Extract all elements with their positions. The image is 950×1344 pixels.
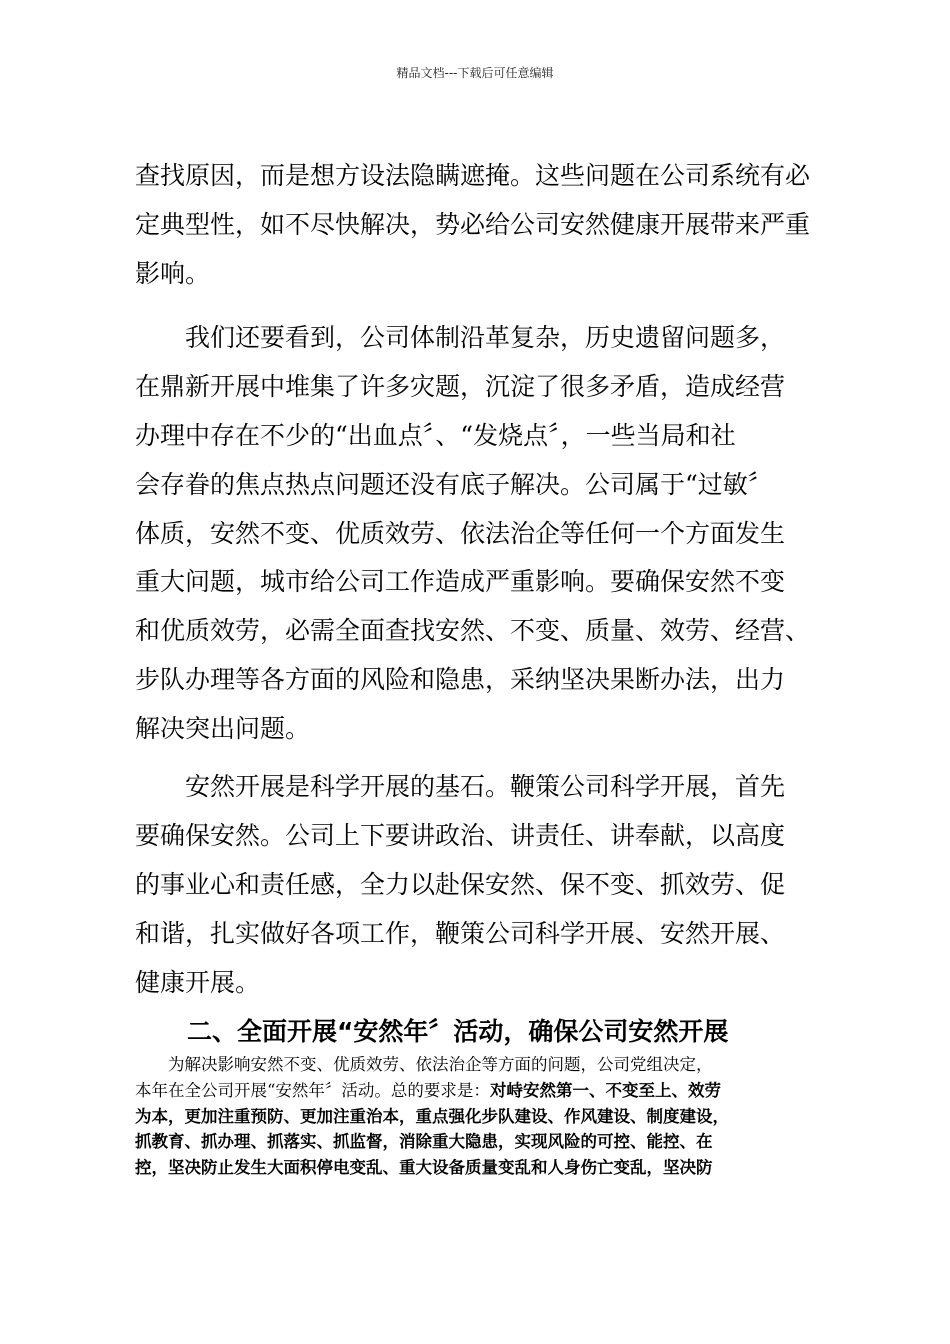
paragraph-line: 体质，安然不变、优质效劳、依法治企等任何一个方面发生 [135, 518, 786, 548]
paragraph-line: 查找原因，而是想方设法隐瞒遮掩。这些问题在公司系统有必 [135, 161, 811, 190]
bold-text: 控，坚决防止发生大面积停电变乱、重大设备质量变乱和人身伤亡变乱，坚决防 [135, 1158, 713, 1178]
paragraph-line: 影响。 [135, 258, 211, 288]
paragraph-line: 办理中存在不少的“出血点〞、“发烧点〞，一些当局和社 [135, 420, 736, 450]
section-heading: 二、全面开展“安然年〞活动，确保公司安然开展 [187, 1017, 729, 1046]
bold-text: 对峙安然第一、不变至上、效劳 [489, 1080, 721, 1100]
bold-text: 为本，更加注重预防、更加注重治本，重点强化步队建设、作风建设、制度建设， [135, 1106, 729, 1126]
paragraph-line: 重大问题，城市给公司工作造成严重影响。要确保安然不变 [135, 567, 786, 597]
paragraph-line: 和优质效劳，必需全面查找安然、不变、质量、效劳、经营、 [135, 616, 811, 646]
paragraph-line: 步队办理等各方面的风险和隐患，采纳坚决果断办法，出力 [135, 665, 786, 695]
paragraph-line: 在鼎新开展中堆集了许多灾题，沉淀了很多矛盾，造成经营 [135, 371, 786, 401]
paragraph-line-bold [135, 1129, 825, 1155]
bold-text: 抓教育、抓办理、抓落实、抓监督，消除重大隐患，实现风险的可控、能控、在 [135, 1132, 713, 1152]
paragraph-4 [135, 1052, 825, 1181]
paragraph-line: 定典型性，如不尽快解决，势必给公司安然健康开展带来严重 [135, 209, 811, 239]
paragraph-line: 为解决影响安然不变、优质效劳、依法治企等方面的问题，公司党组决定， [135, 1055, 713, 1074]
paragraph-line-bold [135, 1104, 825, 1130]
paragraph-2 [135, 314, 835, 754]
paragraph-line: 解决突出问题。 [135, 714, 311, 744]
paragraph-3 [135, 763, 835, 1007]
paragraph-line: 安然开展是科学开展的基石。鞭策公司科学开展，首先 [135, 772, 786, 801]
paragraph-line [135, 1078, 825, 1104]
paragraph-line: 我们还要看到，公司体制沿革复杂，历史遗留问题多， [135, 323, 786, 352]
paragraph-line: 要确保安然。公司上下要讲政治、讲责任、讲奉献，以高度 [135, 820, 786, 850]
paragraph-1 [135, 152, 835, 299]
paragraph-line: 健康开展。 [135, 967, 261, 997]
paragraph-line: 的事业心和责任感，全力以赴保安然、保不变、抓效劳、促 [135, 869, 786, 899]
paragraph-line: 会存眷的焦点热点问题还没有底子解决。公司属于“过敏〞 [135, 469, 773, 499]
paragraph-line: 和谐，扎实做好各项工作，鞭策公司科学开展、安然开展、 [135, 918, 786, 948]
page-header: 精品文档---下载后可任意编辑 [396, 66, 554, 80]
paragraph-line-bold [135, 1155, 825, 1181]
normal-text: 本年在全公司开展“安然年〞活动。总的要求是： [135, 1080, 490, 1100]
